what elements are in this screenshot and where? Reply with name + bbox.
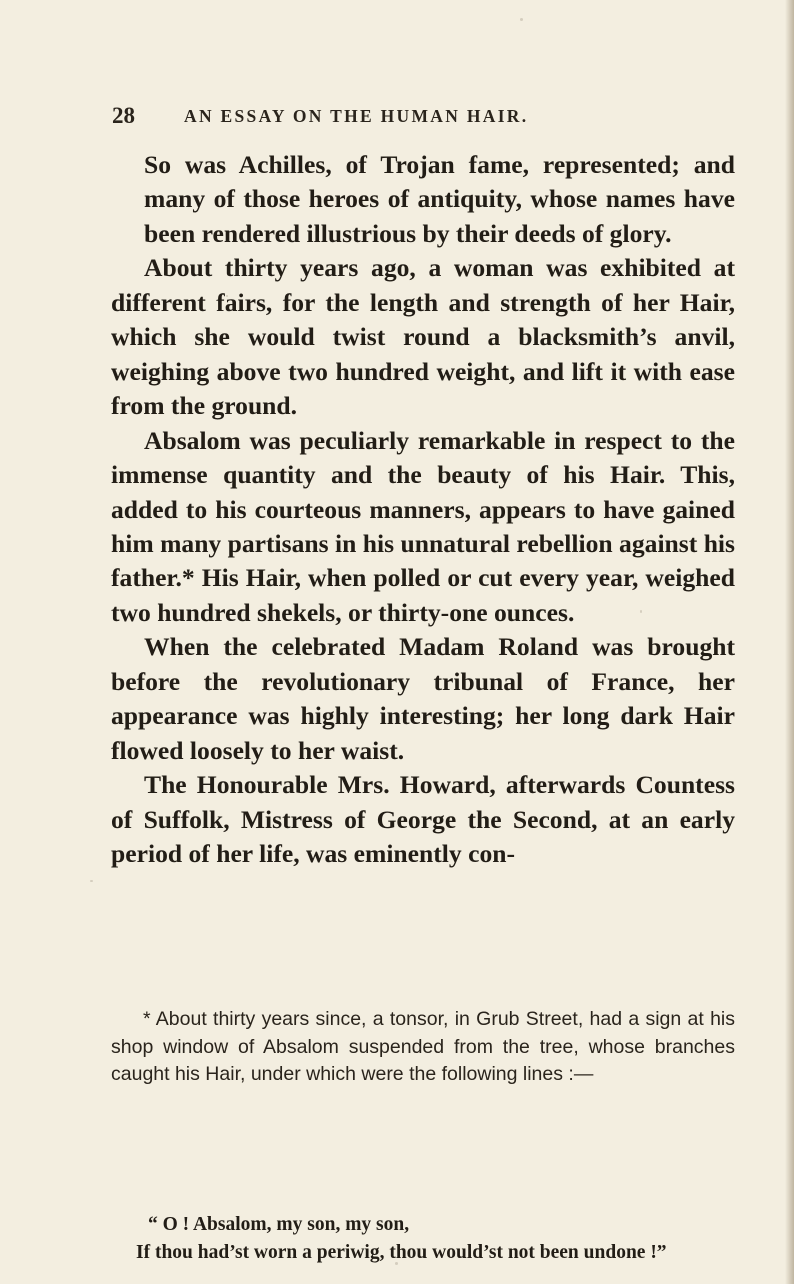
- footnote-text: * About thirty years since, a tonsor, in Grub Street, had a sign at his shop window of Absalom suspended from the tree, whose branches caught his Hair, under which were the following lines :—: [111, 1008, 735, 1085]
- paragraph: When the celebrated Madam Roland was brought before the revolutionary tribunal of France, her appearance was highly interesting; her long dark Hair flowed loosely to her waist.: [111, 632, 735, 765]
- paragraph: The Honourable Mrs. Howard, afterwards Countess of Suffolk, Mistress of George the Second, at an early period of her life, was eminently con-: [111, 770, 735, 869]
- paper-speck: [90, 880, 93, 882]
- paragraph: About thirty years ago, a woman was exhibited at different fairs, for the length and strength of her Hair, which she would twist round a blacksmith’s anvil, weighing above two hundred weight, and lift it with ease from the ground.: [111, 253, 735, 421]
- page-header: [112, 103, 732, 133]
- verse-quotation: [136, 1211, 726, 1267]
- paper-speck: [520, 18, 523, 21]
- page-number: 28: [112, 103, 135, 128]
- verse-line: If thou had’st worn a periwig, thou would’st not been undone !”: [136, 1242, 667, 1263]
- running-head: AN ESSAY ON THE HUMAN HAIR.: [184, 106, 529, 126]
- verse-line: “ O ! Absalom, my son, my son,: [148, 1214, 410, 1235]
- paragraph: So was Achilles, of Trojan fame, represented; and many of those heroes of antiquity, whose names have been rendered illustrious by their deeds of glory.: [144, 150, 735, 248]
- body-text: [111, 148, 735, 872]
- footnote: [111, 1006, 735, 1089]
- scan-margin: [794, 0, 801, 1284]
- paragraph: Absalom was peculiarly remarkable in respect to the immense quantity and the beauty of his Hair. This, added to his courteous manners, appears to have gained him many partisans in his unnatural rebellion against his father.* His Hair, when polled or cut every year, weighed two hundred shekels, or thirty-one ounces.: [111, 425, 735, 627]
